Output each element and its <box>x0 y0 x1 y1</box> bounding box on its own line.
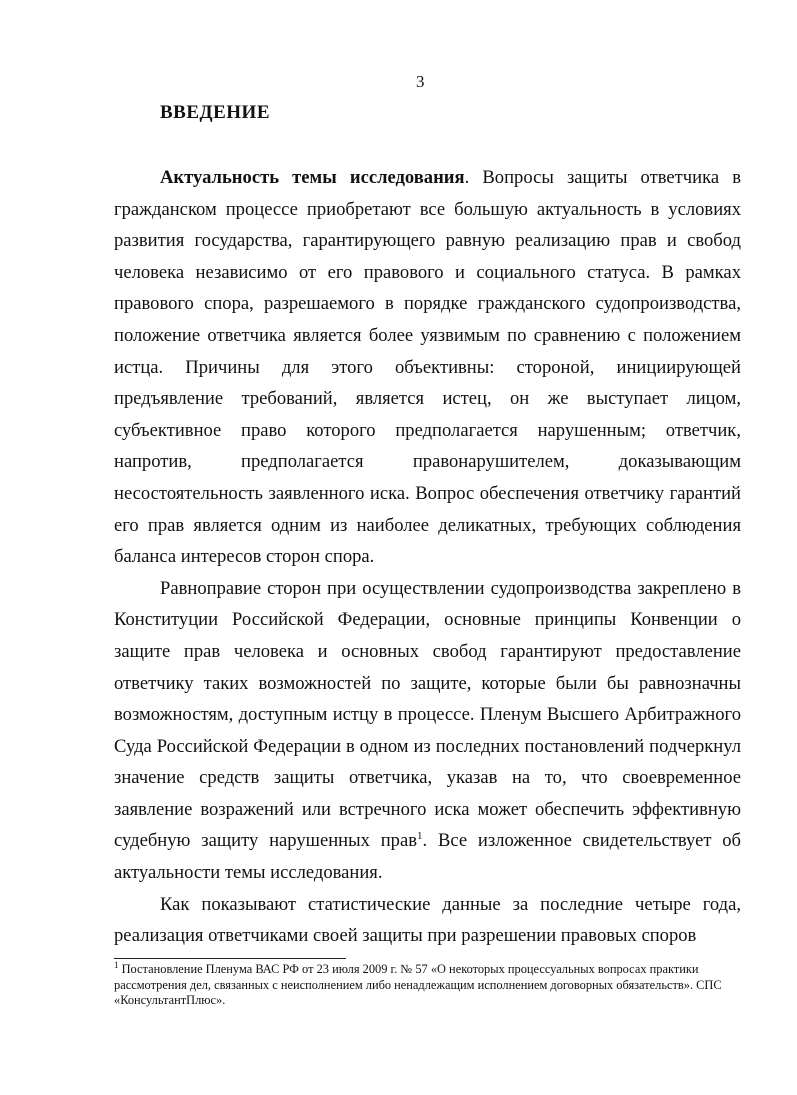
paragraph-text: Равноправие сторон при осуществлении судопроизводства закреплено в Конституции Российской Федерации, основные принципы Конвенции о защите прав человека и основных свобод гарантируют предоставление ответчику таких возможностей по защите, которые были бы равнозначны возможностям, доступным истцу в процессе. Пленум Высшего Арбитражного Суда Российской Федерации в одном из последних постановлений подчеркнул значение средств защиты ответчика, указав на то, что своевременное заявление возражений или встречного иска может обеспечить эффективную судебную защиту нарушенных прав <box>114 577 741 852</box>
page-number: 3 <box>416 72 425 91</box>
footnote <box>114 959 741 1009</box>
relevance-lead: Актуальность темы исследования <box>160 167 465 188</box>
paragraph-text: Как показывают статистические данные за последние четыре года, реализация ответчиками своей защиты при разрешении правовых споров <box>114 893 741 947</box>
paragraph-statistics <box>114 889 741 952</box>
footnote-divider <box>114 958 346 959</box>
footnote-text: Постановление Пленума ВАС РФ от 23 июля 2009 г. № 57 «О некоторых процессуальных вопросах практики рассмотрения дел, связанных с неисполнением либо ненадлежащим исполнением договорных обязательств». СПС «КонсультантПлюс». <box>114 962 722 1008</box>
paragraph-text: . Вопросы защиты ответчика в гражданском процессе приобретают все большую актуальность в условиях развития государства, гарантирующего равную реализацию прав и свобод человека независимо от его правового и социального статуса. В рамках правового спора, разрешаемого в порядке гражданского судопроизводства, положение ответчика является более уязвимым по сравнению с положением истца. Причины для этого объективны: стороной, инициирующей предъявление требований, является истец, он же выступает лицом, субъективное право которого предполагается нарушенным; ответчик, напротив, предполагается правонарушителем, доказывающим несостоятельность заявленного иска. Вопрос обеспечения ответчику гарантий его прав является одним из наиболее деликатных, требующих соблюдения баланса интересов сторон спора. <box>114 167 742 568</box>
paragraph-text-continued: . Все изложенное свидетельствует об актуальности темы исследования. <box>114 830 742 884</box>
paragraph-relevance <box>114 162 741 573</box>
paragraph-equality <box>114 573 741 889</box>
footnote-number: 1 <box>114 959 119 970</box>
section-heading: ВВЕДЕНИЕ <box>160 102 270 123</box>
body-text <box>114 162 741 952</box>
footnote-reference[interactable]: 1 <box>417 830 423 843</box>
